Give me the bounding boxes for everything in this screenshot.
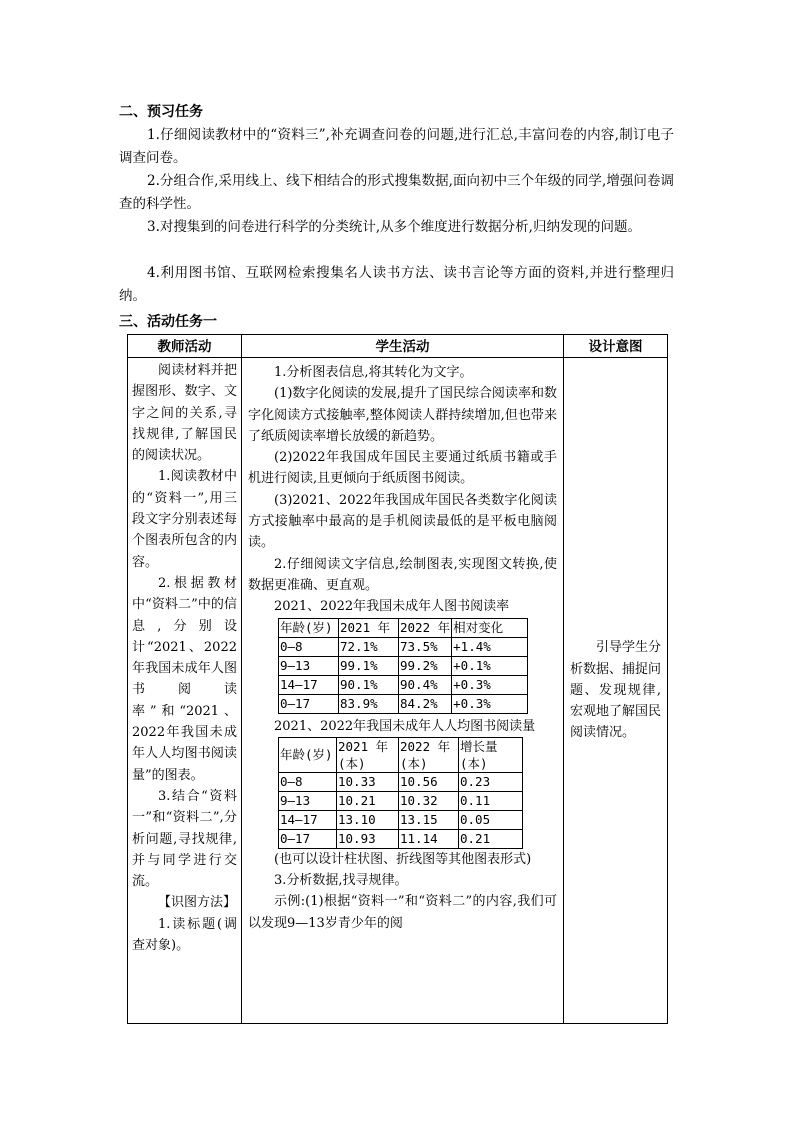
table-cell: 90.1% xyxy=(339,675,399,694)
table-cell: 83.9% xyxy=(339,694,399,713)
table-cell: 14—17 xyxy=(279,675,339,694)
teacher-text: 1.读标题(调查对象)。 xyxy=(132,916,237,954)
teacher-activity-cell xyxy=(128,358,242,1024)
table-cell: 年龄(岁) xyxy=(279,618,339,637)
table-cell: 0.21 xyxy=(459,829,523,848)
section-heading-preview: 二、预习任务 xyxy=(119,104,203,120)
table-cell: 0.23 xyxy=(459,772,523,791)
table-cell: 72.1% xyxy=(339,637,399,656)
table-cell: 9—13 xyxy=(279,656,339,675)
table-cell: 0—17 xyxy=(279,694,339,713)
teacher-text: 2.根据教材中“资料二”中的信息,分别设计“2021、2022年我国未成年人图书阅读率”和“2021、2022年我国未成年人人均图书阅读量”的图表。 xyxy=(132,575,237,783)
student-text: (3)2021、2022年我国成年国民各类数字化阅读方式接触率中最高的是手机阅读最低的是平板电脑阅读。 xyxy=(248,492,557,551)
student-text: 2.仔细阅读文字信息,绘制图表,实现图文转换,使数据更准确、更直观。 xyxy=(248,556,557,593)
preview-item-3: 3.对搜集到的问卷进行科学的分类统计,从多个维度进行数据分析,归纳发现的问题。 xyxy=(147,219,641,235)
student-activity-cell xyxy=(242,358,564,1024)
student-text: (2)2022年我国成年国民主要通过纸质书籍或手机进行阅读,且更倾向于纸质图书阅读。 xyxy=(248,450,557,487)
reading-volume-table xyxy=(278,737,523,849)
reading-volume-table-title: 2021、2022年我国未成年人人均图书阅读量 xyxy=(274,718,536,734)
table-cell: 增长量(本) xyxy=(459,737,523,772)
table-cell: 13.15 xyxy=(399,810,459,829)
table-row xyxy=(279,810,523,829)
table-cell: 11.14 xyxy=(399,829,459,848)
table-row xyxy=(279,656,528,675)
table-cell: 10.93 xyxy=(337,829,399,848)
student-text: 示例:(1)根据“资料一”和“资料二”的内容,我们可以发现9—13岁青少年的阅 xyxy=(248,894,557,931)
student-text: 3.分析数据,找寻规律。 xyxy=(274,873,408,889)
table-row xyxy=(279,694,528,713)
header-teacher: 教师活动 xyxy=(128,335,242,358)
design-intent-cell xyxy=(564,358,668,1024)
table-cell: 10.33 xyxy=(337,772,399,791)
table-row xyxy=(279,637,528,656)
student-text: (1)数字化阅读的发展,提升了国民综合阅读率和数字化阅读方式接触率,整体阅读人群持续增加,但也带来了纸质阅读率增长放缓的新趋势。 xyxy=(248,386,557,444)
table-row xyxy=(279,791,523,810)
table-cell: 0—8 xyxy=(279,637,339,656)
table-cell: 0.11 xyxy=(459,791,523,810)
teacher-text: 1.阅读教材中的“资料一”,用三段文字分别表述每个图表所包含的内容。 xyxy=(132,469,237,570)
table-cell: 10.32 xyxy=(399,791,459,810)
table-row xyxy=(279,772,523,791)
table-cell: 2022 年(本) xyxy=(399,737,459,772)
table-cell: 2022 年 xyxy=(400,620,451,636)
table-cell: +0.3% xyxy=(452,694,528,713)
section-heading-activity: 三、活动任务一 xyxy=(119,314,217,330)
table-cell: +0.1% xyxy=(452,656,528,675)
table-cell: +0.3% xyxy=(452,675,528,694)
preview-item-4: 4.利用图书馆、互联网检索搜集名人读书方法、读书言论等方面的资料,并进行整理归纳。 xyxy=(119,265,674,304)
table-row xyxy=(279,675,528,694)
table-cell: 99.2% xyxy=(399,656,452,675)
teacher-text: 3.结合“资料一”和“资料二”,分析问题,寻找规律,并与同学进行交流。 xyxy=(132,788,237,890)
table-cell: 0—8 xyxy=(279,772,337,791)
table-cell: 10.56 xyxy=(399,772,459,791)
table-cell: 0.05 xyxy=(459,810,523,829)
table-cell: 99.1% xyxy=(339,656,399,675)
table-cell: 2021 年 xyxy=(339,618,399,637)
table-cell: 相对变化 xyxy=(452,618,528,637)
table-row xyxy=(279,829,523,848)
table-cell: 9—13 xyxy=(279,791,337,810)
preview-item-2: 2.分组合作,采用线上、线下相结合的形式搜集数据,面向初中三个年级的同学,增强问卷调查的科学性。 xyxy=(119,173,674,212)
design-intent-text: 引导学生分析数据、捕捉问题、发现规律,宏观地了解国民阅读情况。 xyxy=(570,640,662,741)
student-text: 1.分析图表信息,将其转化为文字。 xyxy=(274,365,473,380)
table-cell: 10.21 xyxy=(337,791,399,810)
table-cell: 84.2% xyxy=(399,694,452,713)
table-cell: 14—17 xyxy=(279,810,337,829)
header-intent: 设计意图 xyxy=(564,335,668,358)
table-cell: +1.4% xyxy=(452,637,528,656)
teacher-text: 【识图方法】 xyxy=(158,895,237,911)
table-cell: 73.5% xyxy=(399,637,452,656)
table-cell: 2021 年(本) xyxy=(337,737,399,772)
table-cell: 90.4% xyxy=(399,675,452,694)
table-row xyxy=(279,618,528,637)
student-text: (也可以设计柱状图、折线图等其他图表形式) xyxy=(274,851,532,867)
table-cell: 13.10 xyxy=(337,810,399,829)
table-row xyxy=(279,737,523,772)
reading-rate-table-title: 2021、2022年我国未成年人图书阅读率 xyxy=(274,599,510,615)
teacher-text: 阅读材料并把握图形、数字、文字之间的关系,寻找规律,了解国民的阅读状况。 xyxy=(132,363,237,464)
table-cell: 年龄(岁) xyxy=(279,737,337,772)
header-student: 学生活动 xyxy=(242,335,564,358)
reading-rate-table xyxy=(278,618,528,714)
table-cell: 0—17 xyxy=(279,829,337,848)
preview-item-1: 1.仔细阅读教材中的“资料三”,补充调查问卷的问题,进行汇总,丰富问卷的内容,制订电子调查问卷。 xyxy=(119,127,674,166)
activity-table xyxy=(127,334,668,1024)
